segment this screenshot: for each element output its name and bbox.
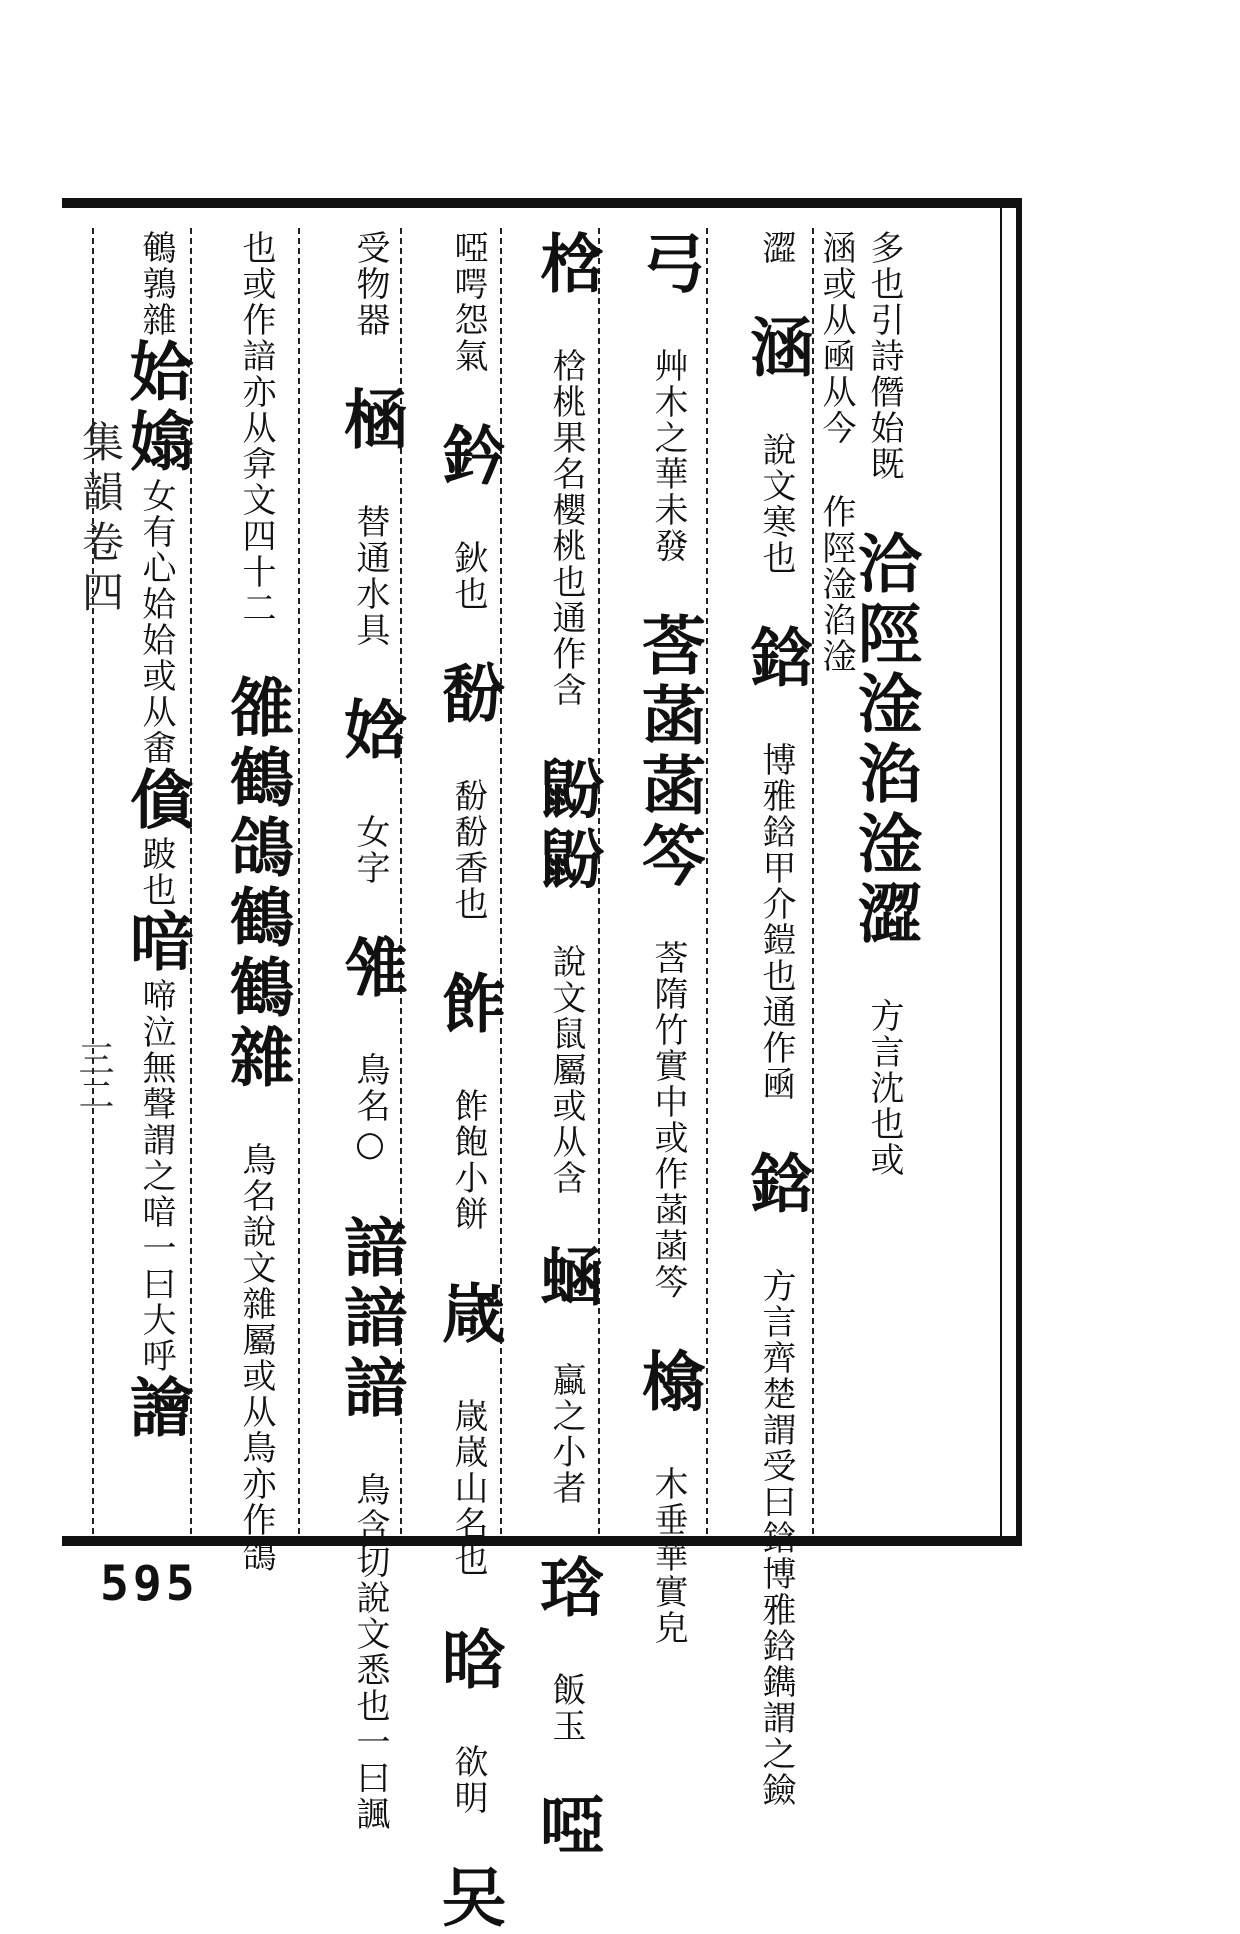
gloss: 鳥名說文雜屬或从鳥亦作鴿: [236, 1142, 276, 1574]
column-rule: [298, 228, 300, 1534]
headword: 馚: [431, 660, 506, 730]
gloss: 梒桃果名櫻桃也通作含: [546, 348, 586, 708]
headword: 譮: [119, 1374, 194, 1444]
gloss: 澀: [756, 230, 796, 266]
headword: 莟菡菡笒: [631, 612, 706, 892]
gloss: 受物器: [350, 230, 390, 338]
headword: 㕦: [431, 1864, 506, 1934]
gloss: 博雅鋡甲介鎧也通作凾: [756, 742, 796, 1102]
gloss: 多也引詩僭始既: [864, 230, 904, 482]
gloss: 欲明: [448, 1744, 488, 1816]
gloss: 蠃之小者: [546, 1362, 586, 1506]
text-column-5: [508, 230, 604, 1862]
gloss: 女有心姶姶或从畬: [136, 478, 176, 766]
gloss: 說文鼠屬或从含: [546, 944, 586, 1196]
gloss: 木垂華實皃: [648, 1466, 688, 1646]
gloss: 鈥也: [448, 540, 488, 612]
headword: 弓: [631, 230, 706, 300]
headword: 飵: [431, 970, 506, 1040]
column-rule: [92, 228, 94, 1534]
gloss: 方言沈也或: [864, 998, 904, 1178]
headword: 㯓: [631, 1348, 706, 1418]
gloss: 方言齊楚謂受曰鋡博雅鋡鐫謂之鐱: [756, 1268, 796, 1808]
text-column-2: [816, 230, 868, 1530]
text-column-9: [100, 230, 194, 1530]
text-column-6: [408, 230, 506, 1934]
headword: 洽陘淦淊淦澀: [847, 530, 922, 950]
headword: 㮀: [333, 386, 408, 456]
headword: 涵: [739, 314, 814, 384]
gloss: 說文寒也: [756, 432, 796, 576]
headword: 鼢鼢: [529, 756, 604, 896]
gloss: 馚馚香也: [448, 778, 488, 922]
headword: 啞: [529, 1792, 604, 1862]
gloss: 涵或从凾从今: [816, 230, 856, 446]
gloss: 嵅嵅山名也: [448, 1398, 488, 1578]
gloss: 跛也: [136, 836, 176, 908]
gloss: 飯玉: [546, 1672, 586, 1744]
gloss: 鳥名○: [350, 1052, 390, 1166]
gloss: 女字: [350, 814, 390, 886]
gloss: 飵飽小餅: [448, 1088, 488, 1232]
gloss: 鳥含切說文悉也一曰諷: [350, 1472, 390, 1832]
headword: 嵅: [431, 1280, 506, 1350]
gloss: 替通水具: [350, 504, 390, 648]
headword: 梒: [529, 230, 604, 300]
headword: 諳諳諳: [333, 1214, 408, 1424]
headword: 琀: [529, 1554, 604, 1624]
margin-leaf-number: 三二: [73, 1040, 114, 1112]
headword: 鈐: [431, 422, 506, 492]
gloss: 啼泣無聲謂之喑一曰大呼: [136, 978, 176, 1374]
headword: 僋: [119, 766, 194, 836]
headword: 雂: [333, 934, 408, 1004]
gloss: 啞㗁怨氣: [448, 230, 488, 374]
headword: 雒鶴鴿鶴鶴雜: [219, 674, 294, 1094]
gloss: 也或作諳亦从弇文四十二: [236, 230, 276, 626]
margin-title: 集韻卷四: [76, 420, 125, 620]
page-number: 595: [100, 1556, 199, 1612]
text-column-3: [716, 230, 814, 1808]
gloss: 鵪鶉雜: [136, 230, 176, 338]
headword: 娢: [333, 696, 408, 766]
text-column-4: [612, 230, 706, 1646]
gloss: 艸木之華未發: [648, 348, 688, 564]
text-column-1: [847, 230, 922, 1530]
headword: 蜬: [529, 1244, 604, 1314]
column-rule: [706, 228, 708, 1534]
headword: 喑: [119, 908, 194, 978]
headword: 鋡: [739, 1150, 814, 1220]
headword: 鋡: [739, 624, 814, 694]
text-column-7: [306, 230, 408, 1832]
headword: 晗: [431, 1626, 506, 1696]
headword: 姶嬆: [119, 338, 194, 478]
gloss: 作陘淦淊淦: [816, 494, 856, 674]
gloss: 莟隋竹實中或作菡菡笒: [648, 940, 688, 1300]
text-column-8: [200, 230, 294, 1574]
